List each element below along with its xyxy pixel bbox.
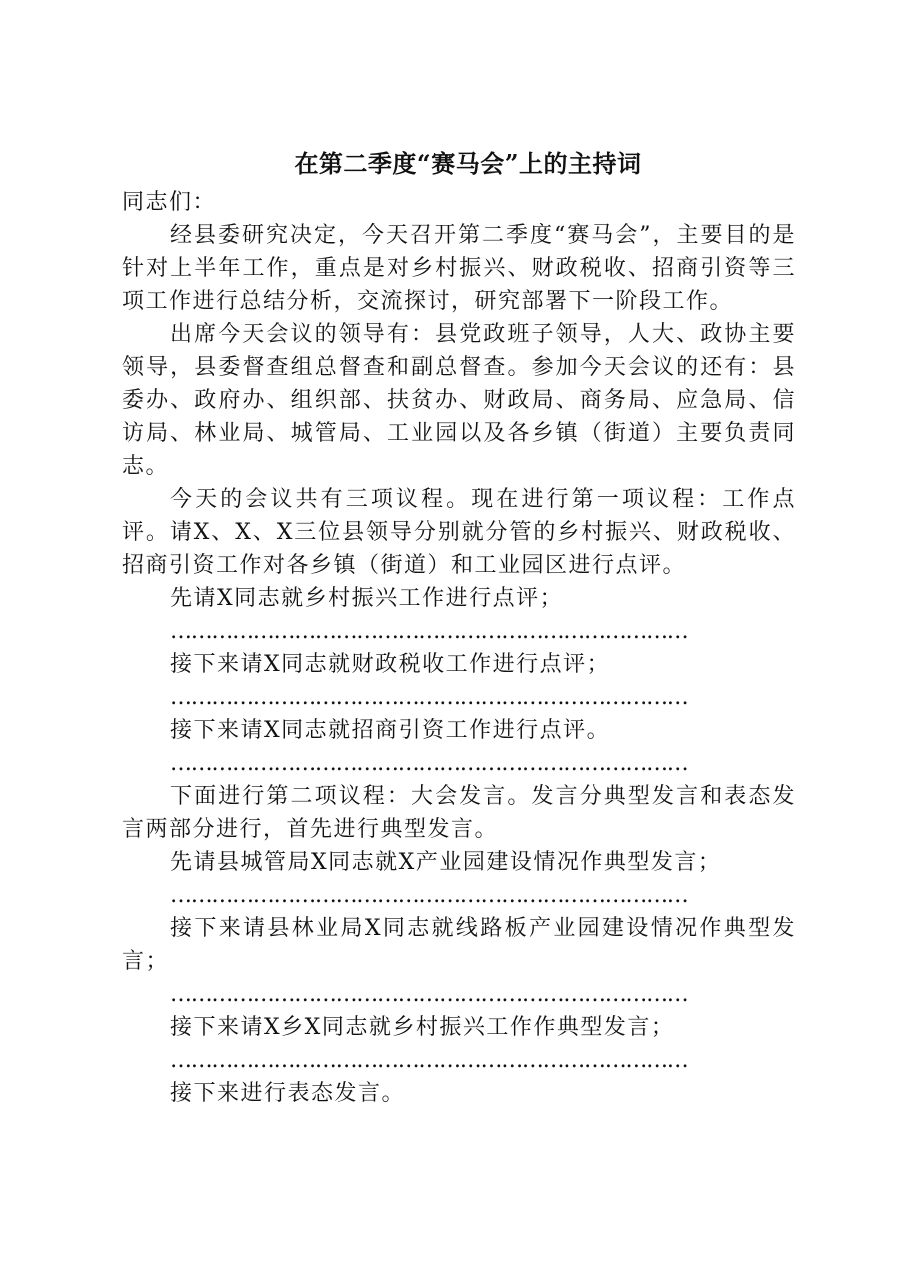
ellipsis-line: …………………………………………………………………: [170, 982, 688, 1007]
ellipsis-line: …………………………………………………………………: [170, 1048, 688, 1073]
ellipsis-line: …………………………………………………………………: [170, 619, 688, 644]
paragraph-review-investment: 接下来请X同志就招商引资工作进行点评。: [170, 718, 611, 743]
paragraph-review-rural: 先请X同志就乡村振兴工作进行点评；: [170, 586, 564, 611]
paragraph-statement-speech: 接下来进行表态发言。: [170, 1081, 406, 1106]
document-page: [122, 142, 796, 1110]
document-title: 在第二季度“赛马会”上的主持词: [294, 149, 642, 178]
salutation: 同志们：: [122, 190, 217, 215]
paragraph-review-finance: 接下来请X同志就财政税收工作进行点评；: [170, 652, 611, 677]
paragraph-meeting-purpose: 经县委研究决定，今天召开第二季度“赛马会”，主要目的是针对上半年工作，重点是对乡村振兴、财政税收、招商引资等三项工作进行总结分析，交流探讨，研究部署下一阶段工作。: [122, 223, 796, 314]
ellipsis-line: …………………………………………………………………: [170, 751, 688, 776]
ellipsis-line: …………………………………………………………………: [170, 685, 688, 710]
ellipsis-line: …………………………………………………………………: [170, 883, 688, 908]
paragraph-agenda-one: 今天的会议共有三项议程。现在进行第一项议程：工作点评。请X、X、X三位县领导分别就分管的乡村振兴、财政税收、招商引资工作对各乡镇（街道）和工业园区进行点评。: [122, 487, 796, 578]
paragraph-speech-urban: 先请县城管局X同志就X产业园建设情况作典型发言；: [170, 850, 722, 875]
paragraph-attendees: 出席今天会议的领导有：县党政班子领导，人大、政协主要领导，县委督查组总督查和副总督查。参加今天会议的还有：县委办、政府办、组织部、扶贫办、财政局、商务局、应急局、信访局、林业局、城管局、工业园以及各乡镇（街道）主要负责同志。: [122, 322, 796, 479]
paragraph-agenda-two: 下面进行第二项议程：大会发言。发言分典型发言和表态发言两部分进行，首先进行典型发言。: [122, 784, 796, 842]
paragraph-speech-forestry: 接下来请县林业局X同志就线路板产业园建设情况作典型发言；: [122, 916, 796, 974]
paragraph-speech-township: 接下来请X乡X同志就乡村振兴工作作典型发言；: [170, 1015, 675, 1040]
